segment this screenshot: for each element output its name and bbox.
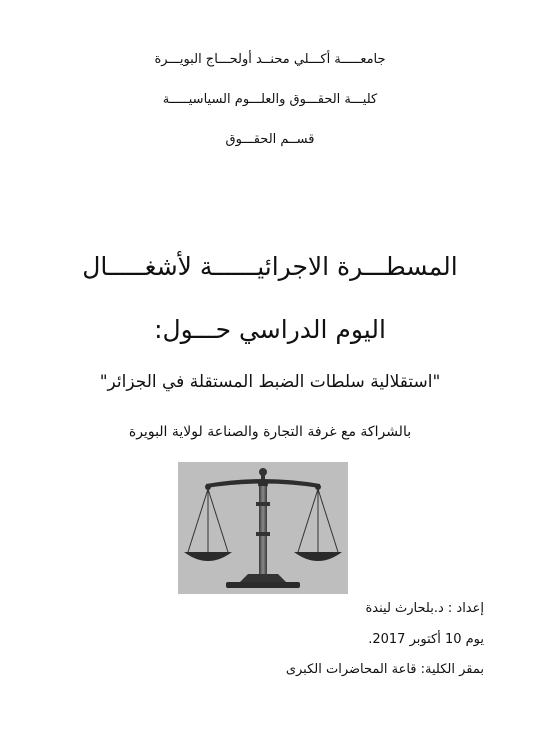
study-day-heading: اليوم الدراسي حـــول: (154, 315, 386, 344)
balance-scale-icon (178, 462, 348, 594)
prepared-by: إعداد : د.بلحارث ليندة (365, 601, 484, 616)
department-name: قســم الحقـــوق (225, 132, 315, 147)
university-name: جامعـــــة أكـــلي محنــد أولحـــاج البويـــرة (154, 52, 386, 67)
partnership-line: بالشراكة مع غرفة التجارة والصناعة لولاية البويرة (128, 424, 412, 440)
faculty-name: كليـــة الحقـــوق والعلـــوم السياسيـــــة (162, 92, 378, 107)
study-day-topic: "استقلالية سلطات الضبط المستقلة في الجزائر" (99, 372, 441, 392)
document-title: المسطـــرة الاجرائيــــــة لأشغـــــال (82, 252, 458, 281)
scales-of-justice-image (178, 462, 348, 594)
event-location: بمقر الكلية: قاعة المحاضرات الكبرى (285, 662, 484, 677)
event-date: يوم 10 أكتوبر 2017. (368, 632, 484, 647)
